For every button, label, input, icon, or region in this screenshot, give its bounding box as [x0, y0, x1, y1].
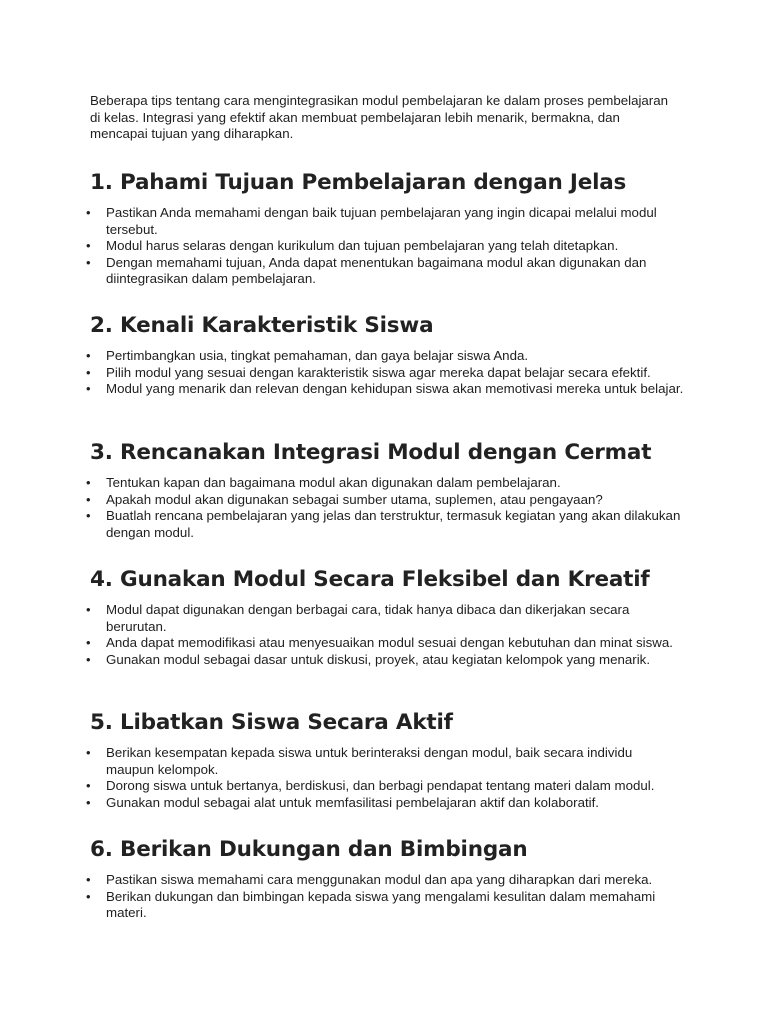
list-item	[86, 491, 684, 509]
bullet-icon: •	[86, 888, 91, 904]
bullet-icon: •	[86, 348, 91, 363]
bullet-icon: •	[86, 651, 91, 667]
bullet-icon: •	[86, 475, 91, 490]
list-item	[86, 364, 684, 382]
section-2	[0, 313, 768, 398]
section-heading: 6. Berikan Dukungan dan Bimbingan	[90, 837, 528, 862]
bullet-list	[0, 348, 768, 398]
list-item	[86, 651, 684, 669]
list-item-text: Gunakan modul sebagai dasar untuk diskusi, proyek, atau kegiatan kelompok yang menarik.	[106, 651, 651, 667]
list-item-text: Gunakan modul sebagai alat untuk memfasilitasi pembelajaran aktif dan kolaboratif.	[106, 794, 600, 810]
bullet-icon: •	[86, 238, 91, 254]
list-item-text: Modul harus selaras dengan kurikulum dan tujuan pembelajaran yang telah ditetapkan.	[106, 238, 619, 254]
list-item-text: Pertimbangkan usia, tingkat pemahaman, dan gaya belajar siswa Anda.	[106, 348, 529, 363]
list-item-text: Berikan dukungan dan bimbingan kepada siswa yang mengalami kesulitan dalam memahami materi.	[106, 888, 656, 921]
bullet-icon: •	[86, 794, 91, 810]
list-item	[86, 381, 684, 398]
bullet-icon: •	[86, 254, 91, 270]
bullet-list	[0, 205, 768, 288]
bullet-icon: •	[86, 745, 91, 760]
bullet-icon: •	[86, 635, 91, 651]
bullet-icon: •	[86, 872, 91, 887]
bullet-list	[0, 475, 768, 541]
list-item-text: Pastikan siswa memahami cara menggunakan modul dan apa yang diharapkan dari mereka.	[106, 872, 653, 887]
list-item-text: Modul dapat digunakan dengan berbagai cara, tidak hanya dibaca dan dikerjakan secara berurutan.	[106, 602, 630, 634]
list-item	[86, 238, 684, 255]
list-item	[86, 794, 684, 812]
section-3	[0, 440, 768, 541]
bullet-icon: •	[86, 602, 91, 617]
section-heading: 2. Kenali Karakteristik Siswa	[90, 313, 434, 338]
section-5	[0, 710, 768, 811]
section-6	[0, 837, 768, 922]
list-item-text: Dorong siswa untuk bertanya, berdiskusi, dan berbagi pendapat tentang materi dalam modul.	[106, 778, 655, 794]
list-item	[86, 602, 684, 635]
bullet-icon: •	[86, 508, 91, 524]
list-item	[86, 475, 684, 492]
list-item	[86, 508, 684, 541]
bullet-list	[0, 745, 768, 811]
section-heading: 1. Pahami Tujuan Pembelajaran dengan Jelas	[90, 170, 627, 195]
bullet-icon: •	[86, 778, 91, 794]
bullet-icon: •	[86, 491, 91, 507]
section-heading: 3. Rencanakan Integrasi Modul dengan Cermat	[90, 440, 652, 465]
section-1	[0, 170, 768, 288]
list-item-text: Buatlah rencana pembelajaran yang jelas dan terstruktur, termasuk kegiatan yang akan dilakukan dengan modul.	[106, 508, 681, 540]
list-item	[86, 872, 684, 889]
bullet-list	[0, 602, 768, 668]
list-item-text: Dengan memahami tujuan, Anda dapat menentukan bagaimana modul akan digunakan dan diintegrasikan dalam pembelajaran.	[106, 254, 647, 287]
section-heading: 5. Libatkan Siswa Secara Aktif	[90, 710, 453, 735]
list-item-text: Berikan kesempatan kepada siswa untuk berinteraksi dengan modul, baik secara individu maupun kelompok.	[106, 745, 633, 777]
bullet-icon: •	[86, 364, 91, 380]
bullet-list	[0, 872, 768, 922]
list-item	[86, 205, 684, 238]
list-item-text: Tentukan kapan dan bagaimana modul akan digunakan dalam pembelajaran.	[106, 475, 561, 490]
list-item	[86, 745, 684, 778]
bullet-icon: •	[86, 205, 91, 220]
intro-paragraph: Beberapa tips tentang cara mengintegrasikan modul pembelajaran ke dalam proses pembelajaran di kelas. Integrasi yang efektif akan membuat pembelajaran lebih menarik, bermakna, dan mencapai tujuan yang diharapkan.	[90, 93, 669, 142]
list-item-text: Pastikan Anda memahami dengan baik tujuan pembelajaran yang ingin dicapai melalui modul tersebut.	[106, 205, 657, 237]
list-item-text: Apakah modul akan digunakan sebagai sumber utama, suplemen, atau pengayaan?	[106, 491, 603, 507]
list-item	[86, 888, 684, 922]
list-item-text: Modul yang menarik dan relevan dengan kehidupan siswa akan memotivasi mereka untuk belajar.	[106, 381, 684, 397]
bullet-icon: •	[86, 381, 91, 397]
list-item	[86, 635, 684, 652]
list-item-text: Pilih modul yang sesuai dengan karakteristik siswa agar mereka dapat belajar secara efektif.	[106, 364, 651, 380]
list-item	[86, 778, 684, 795]
list-item-text: Anda dapat memodifikasi atau menyesuaikan modul sesuai dengan kebutuhan dan minat siswa.	[106, 635, 673, 651]
list-item	[86, 254, 684, 288]
list-item	[86, 348, 684, 365]
section-heading: 4. Gunakan Modul Secara Fleksibel dan Kreatif	[90, 567, 650, 592]
section-4	[0, 567, 768, 668]
